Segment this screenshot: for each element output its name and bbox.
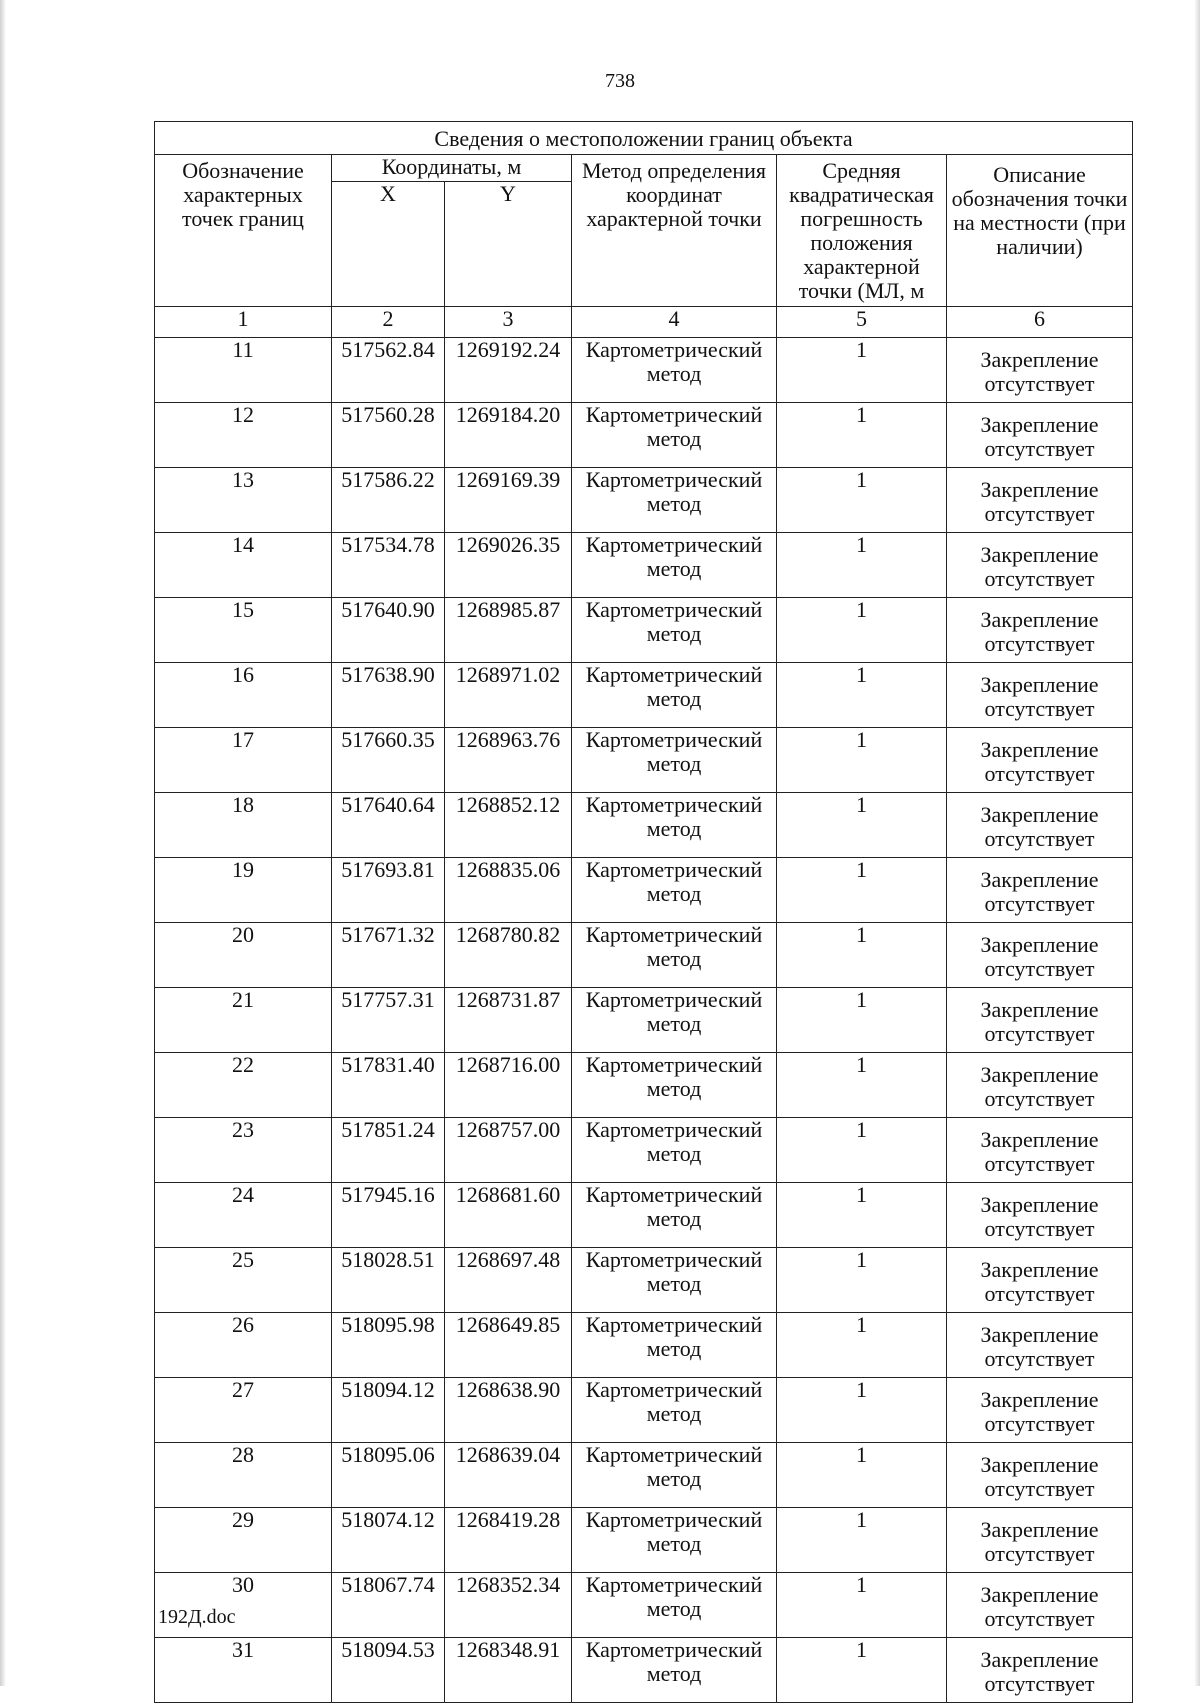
error-cell: 1	[777, 403, 947, 468]
description-cell: Закрепление отсутствует	[947, 1378, 1133, 1443]
error-cell: 1	[777, 1053, 947, 1118]
x-coordinate-cell: 517945.16	[332, 1183, 445, 1248]
description-cell: Закрепление отсутствует	[947, 1508, 1133, 1573]
method-cell: Картометрический метод	[572, 1183, 777, 1248]
method-cell: Картометрический метод	[572, 1248, 777, 1313]
method-cell: Картометрический метод	[572, 598, 777, 663]
error-cell: 1	[777, 1248, 947, 1313]
column-number: 5	[777, 307, 947, 338]
x-coordinate-cell: 517640.90	[332, 598, 445, 663]
x-coordinate-cell: 518028.51	[332, 1248, 445, 1313]
description-cell: Закрепление отсутствует	[947, 1118, 1133, 1183]
table-row	[155, 1248, 1133, 1313]
table-row	[155, 1053, 1133, 1118]
x-coordinate-cell: 518094.12	[332, 1378, 445, 1443]
point-cell: 27	[155, 1378, 332, 1443]
method-cell: Картометрический метод	[572, 533, 777, 598]
y-coordinate-cell: 1268835.06	[445, 858, 572, 923]
x-coordinate-cell: 518095.06	[332, 1443, 445, 1508]
table-row	[155, 793, 1133, 858]
x-coordinate-cell: 518067.74	[332, 1573, 445, 1638]
description-cell: Закрепление отсутствует	[947, 468, 1133, 533]
x-coordinate-cell: 517586.22	[332, 468, 445, 533]
description-cell: Закрепление отсутствует	[947, 1248, 1133, 1313]
error-cell: 1	[777, 533, 947, 598]
table-row	[155, 1573, 1133, 1638]
point-cell: 15	[155, 598, 332, 663]
description-cell: Закрепление отсутствует	[947, 1443, 1133, 1508]
error-cell: 1	[777, 728, 947, 793]
method-cell: Картометрический метод	[572, 988, 777, 1053]
y-coordinate-cell: 1268985.87	[445, 598, 572, 663]
y-coordinate-cell: 1268757.00	[445, 1118, 572, 1183]
y-coordinate-cell: 1268639.04	[445, 1443, 572, 1508]
description-cell: Закрепление отсутствует	[947, 663, 1133, 728]
method-cell: Картометрический метод	[572, 793, 777, 858]
table-row	[155, 1118, 1133, 1183]
point-cell: 16	[155, 663, 332, 728]
point-cell: 19	[155, 858, 332, 923]
column-number: 3	[445, 307, 572, 338]
point-cell: 29	[155, 1508, 332, 1573]
table-row	[155, 338, 1133, 403]
point-cell: 20	[155, 923, 332, 988]
description-cell: Закрепление отсутствует	[947, 858, 1133, 923]
y-coordinate-cell: 1268681.60	[445, 1183, 572, 1248]
method-cell: Картометрический метод	[572, 1573, 777, 1638]
error-cell: 1	[777, 1443, 947, 1508]
y-coordinate-cell: 1269169.39	[445, 468, 572, 533]
method-cell: Картометрический метод	[572, 923, 777, 988]
y-coordinate-cell: 1268731.87	[445, 988, 572, 1053]
method-cell: Картометрический метод	[572, 1118, 777, 1183]
point-cell: 21	[155, 988, 332, 1053]
table-title: Сведения о местоположении границ объекта	[155, 122, 1133, 155]
description-cell: Закрепление отсутствует	[947, 1183, 1133, 1248]
error-cell: 1	[777, 1183, 947, 1248]
x-coordinate-cell: 518095.98	[332, 1313, 445, 1378]
point-cell: 24	[155, 1183, 332, 1248]
y-coordinate-cell: 1268649.85	[445, 1313, 572, 1378]
y-coordinate-cell: 1269184.20	[445, 403, 572, 468]
error-cell: 1	[777, 1573, 947, 1638]
error-cell: 1	[777, 338, 947, 403]
table-row	[155, 1378, 1133, 1443]
description-cell: Закрепление отсутствует	[947, 1573, 1133, 1638]
point-cell: 25	[155, 1248, 332, 1313]
boundary-coordinates-table	[154, 121, 1133, 1703]
point-cell: 28	[155, 1443, 332, 1508]
header-description: Описание обозначения точки на местности (при наличии)	[947, 155, 1133, 307]
description-cell: Закрепление отсутствует	[947, 598, 1133, 663]
description-cell: Закрепление отсутствует	[947, 728, 1133, 793]
table-row	[155, 1638, 1133, 1703]
point-cell: 14	[155, 533, 332, 598]
x-coordinate-cell: 518094.53	[332, 1638, 445, 1703]
error-cell: 1	[777, 793, 947, 858]
table-row	[155, 1313, 1133, 1378]
point-cell: 22	[155, 1053, 332, 1118]
error-cell: 1	[777, 858, 947, 923]
scan-edge-left	[0, 0, 6, 1686]
header-coordinates: Координаты, м	[332, 155, 572, 182]
point-cell: 11	[155, 338, 332, 403]
y-coordinate-cell: 1268348.91	[445, 1638, 572, 1703]
x-coordinate-cell: 518074.12	[332, 1508, 445, 1573]
x-coordinate-cell: 517831.40	[332, 1053, 445, 1118]
method-cell: Картометрический метод	[572, 468, 777, 533]
table-row	[155, 988, 1133, 1053]
description-cell: Закрепление отсутствует	[947, 1053, 1133, 1118]
point-cell: 13	[155, 468, 332, 533]
point-cell: 18	[155, 793, 332, 858]
y-coordinate-cell: 1268716.00	[445, 1053, 572, 1118]
point-cell: 12	[155, 403, 332, 468]
column-number: 2	[332, 307, 445, 338]
method-cell: Картометрический метод	[572, 1313, 777, 1378]
y-coordinate-cell: 1268780.82	[445, 923, 572, 988]
method-cell: Картометрический метод	[572, 1443, 777, 1508]
y-coordinate-cell: 1268963.76	[445, 728, 572, 793]
table-row	[155, 598, 1133, 663]
point-cell: 30	[155, 1573, 332, 1638]
method-cell: Картометрический метод	[572, 728, 777, 793]
description-cell: Закрепление отсутствует	[947, 533, 1133, 598]
x-coordinate-cell: 517757.31	[332, 988, 445, 1053]
method-cell: Картометрический метод	[572, 1378, 777, 1443]
header-x: X	[332, 182, 445, 307]
scan-edge-right	[1194, 0, 1200, 1686]
error-cell: 1	[777, 1638, 947, 1703]
header-y: Y	[445, 182, 572, 307]
y-coordinate-cell: 1268638.90	[445, 1378, 572, 1443]
description-cell: Закрепление отсутствует	[947, 923, 1133, 988]
y-coordinate-cell: 1268352.34	[445, 1573, 572, 1638]
footer-filename: 192Д.doc	[158, 1606, 236, 1628]
x-coordinate-cell: 517693.81	[332, 858, 445, 923]
y-coordinate-cell: 1268419.28	[445, 1508, 572, 1573]
error-cell: 1	[777, 598, 947, 663]
table-row	[155, 403, 1133, 468]
description-cell: Закрепление отсутствует	[947, 1638, 1133, 1703]
x-coordinate-cell: 517660.35	[332, 728, 445, 793]
error-cell: 1	[777, 1313, 947, 1378]
method-cell: Картометрический метод	[572, 403, 777, 468]
column-number-row	[155, 307, 1133, 338]
method-cell: Картометрический метод	[572, 1053, 777, 1118]
y-coordinate-cell: 1269026.35	[445, 533, 572, 598]
error-cell: 1	[777, 468, 947, 533]
method-cell: Картометрический метод	[572, 1638, 777, 1703]
table-row	[155, 728, 1133, 793]
page-number: 738	[605, 70, 635, 92]
table-row	[155, 663, 1133, 728]
x-coordinate-cell: 517560.28	[332, 403, 445, 468]
error-cell: 1	[777, 923, 947, 988]
description-cell: Закрепление отсутствует	[947, 1313, 1133, 1378]
table-row	[155, 1443, 1133, 1508]
y-coordinate-cell: 1269192.24	[445, 338, 572, 403]
method-cell: Картометрический метод	[572, 663, 777, 728]
point-cell: 31	[155, 1638, 332, 1703]
table-body	[155, 338, 1133, 1703]
description-cell: Закрепление отсутствует	[947, 338, 1133, 403]
header-method: Метод определения координат характерной точки	[572, 155, 777, 307]
column-number: 6	[947, 307, 1133, 338]
x-coordinate-cell: 517534.78	[332, 533, 445, 598]
error-cell: 1	[777, 1118, 947, 1183]
table-row	[155, 1183, 1133, 1248]
header-designation: Обозначение характерных точек границ	[155, 155, 332, 307]
table-row	[155, 1508, 1133, 1573]
table-row	[155, 533, 1133, 598]
x-coordinate-cell: 517671.32	[332, 923, 445, 988]
header-error: Средняя квадратическая погрешность положения характерной точки (МЛ, м	[777, 155, 947, 307]
error-cell: 1	[777, 988, 947, 1053]
column-number: 1	[155, 307, 332, 338]
description-cell: Закрепление отсутствует	[947, 793, 1133, 858]
error-cell: 1	[777, 663, 947, 728]
error-cell: 1	[777, 1508, 947, 1573]
description-cell: Закрепление отсутствует	[947, 403, 1133, 468]
column-number: 4	[572, 307, 777, 338]
method-cell: Картометрический метод	[572, 1508, 777, 1573]
method-cell: Картометрический метод	[572, 338, 777, 403]
method-cell: Картометрический метод	[572, 858, 777, 923]
y-coordinate-cell: 1268971.02	[445, 663, 572, 728]
x-coordinate-cell: 517640.64	[332, 793, 445, 858]
table-row	[155, 468, 1133, 533]
error-cell: 1	[777, 1378, 947, 1443]
description-cell: Закрепление отсутствует	[947, 988, 1133, 1053]
x-coordinate-cell: 517638.90	[332, 663, 445, 728]
point-cell: 26	[155, 1313, 332, 1378]
table-row	[155, 923, 1133, 988]
y-coordinate-cell: 1268852.12	[445, 793, 572, 858]
x-coordinate-cell: 517851.24	[332, 1118, 445, 1183]
y-coordinate-cell: 1268697.48	[445, 1248, 572, 1313]
point-cell: 17	[155, 728, 332, 793]
table-row	[155, 858, 1133, 923]
x-coordinate-cell: 517562.84	[332, 338, 445, 403]
point-cell: 23	[155, 1118, 332, 1183]
